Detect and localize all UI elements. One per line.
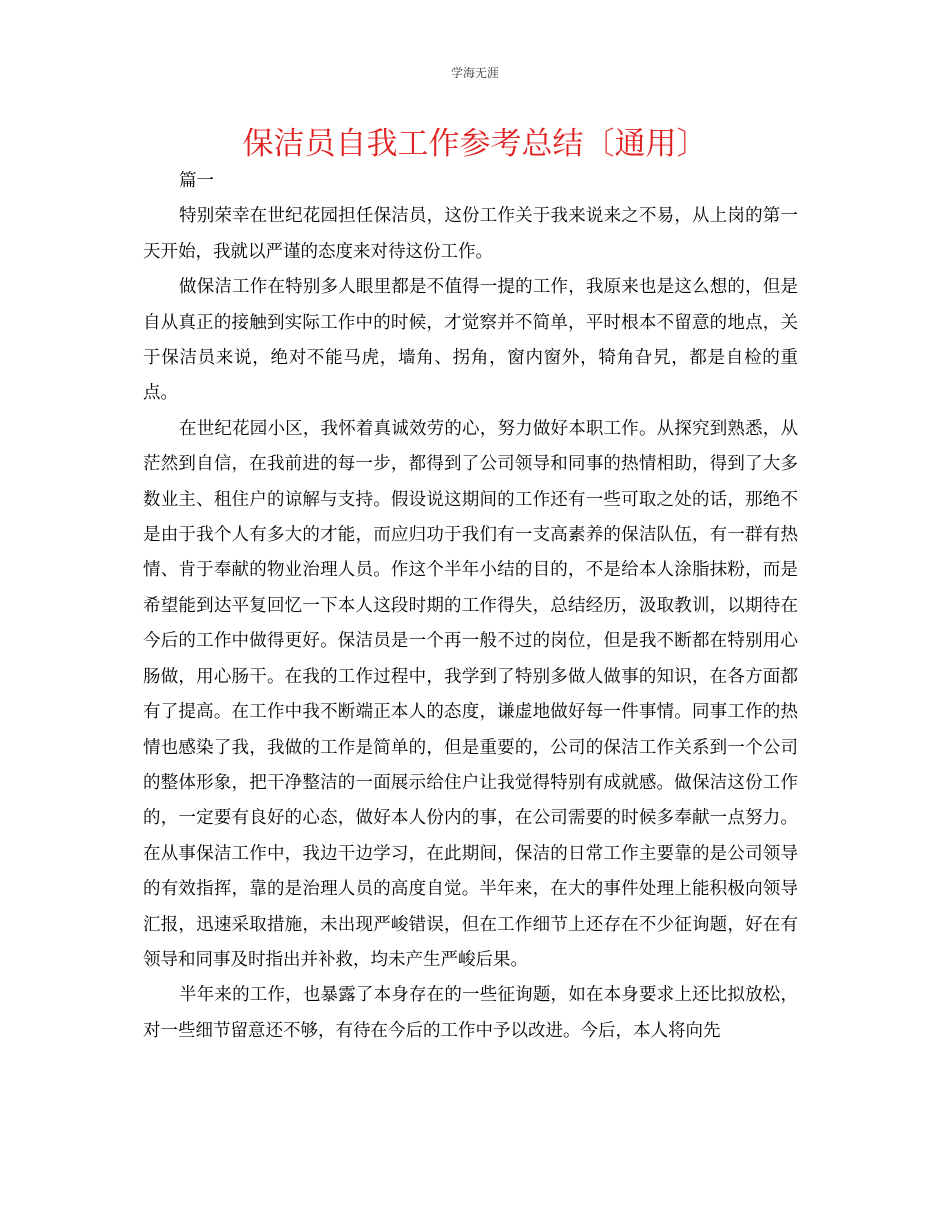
- paragraph-1: 特别荣幸在世纪花园担任保洁员，这份工作关于我来说来之不易，从上岗的第一天开始，我就以严谨的态度来对待这份工作。: [143, 206, 798, 262]
- paragraph-2: 做保洁工作在特别多人眼里都是不值得一提的工作，我原来也是这么想的，但是自从真正的接触到实际工作中的时候，才觉察并不简单，平时根本不留意的地点，关于保洁员来说，绝对不能马虎，墙角、拐角，窗内窗外，犄角旮旯，都是自检的重点。: [143, 277, 798, 404]
- document-body: [143, 164, 798, 1049]
- section-label: 篇一: [179, 171, 214, 191]
- document-title: 保洁员自我工作参考总结〔通用〕: [242, 126, 708, 162]
- paragraph-4: 半年来的工作，也暴露了本身存在的一些征询题，如在本身要求上还比拟放松，对一些细节留意还不够，有待在今后的工作中予以改进。今后，本人将向先: [143, 985, 798, 1041]
- header-note: 学海无涯: [450, 66, 499, 80]
- paragraph-3: 在世纪花园小区，我怀着真诚效劳的心，努力做好本职工作。从探究到熟悉，从茫然到自信，在我前进的每一步，都得到了公司领导和同事的热情相助，得到了大多数业主、租住户的谅解与支持。假设说这期间的工作还有一些可取之处的话，那绝不是由于我个人有多大的才能，而应归功于我们有一支高素养的保洁队伍，有一群有热情、肯于奉献的物业治理人员。作这个半年小结的目的，不是给本人涂脂抹粉，而是希望能到达平复回忆一下本人这段时期的工作得失，总结经历，汲取教训，以期待在今后的工作中做得更好。保洁员是一个再一般不过的岗位，但是我不断都在特别用心肠做，用心肠干。在我的工作过程中，我学到了特别多做人做事的知识，在各方面都有了提高。在工作中我不断端正本人的态度，谦虚地做好每一件事情。同事工作的热情也感染了我，我做的工作是简单的，但是重要的，公司的保洁工作关系到一个公司的整体形象，把干净整洁的一面展示给住户让我觉得特别有成就感。做保洁这份工作的，一定要有良好的心态，做好本人份内的事，在公司需要的时候多奉献一点努力。在从事保洁工作中，我边干边学习，在此期间，保洁的日常工作主要靠的是公司领导的有效指挥，靠的是治理人员的高度自觉。半年来，在大的事件处理上能积极向领导汇报，迅速采取措施，未出现严峻错误，但在工作细节上还存在不少征询题，好在有领导和同事及时指出并补救，均未产生严峻后果。: [143, 418, 798, 970]
